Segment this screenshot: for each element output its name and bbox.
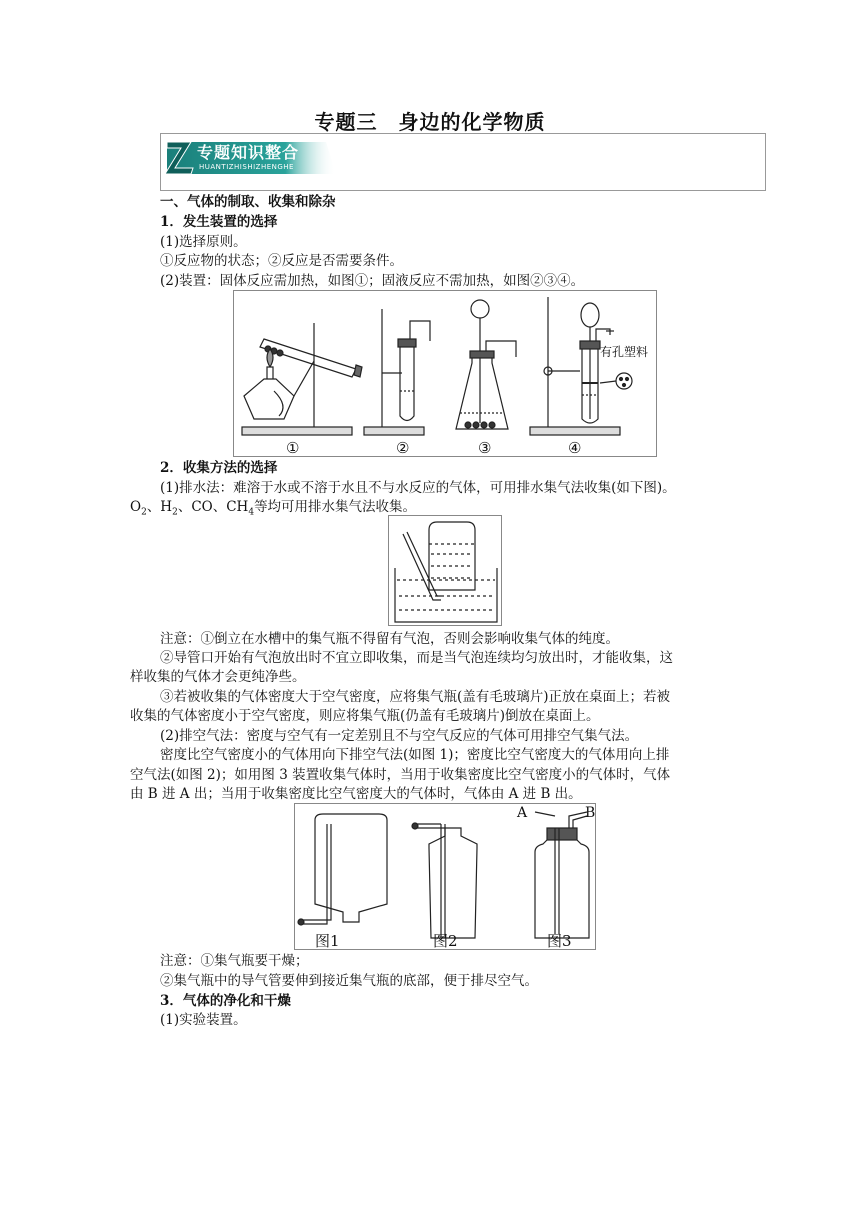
figure-label: ① xyxy=(286,439,300,457)
section-heading: 一、气体的制取、收集和除杂 xyxy=(160,194,336,210)
gas-bottles-drawing xyxy=(295,804,597,951)
paragraph: (1)实验装置。 xyxy=(160,1012,247,1028)
paragraph: 样收集的气体才会更纯净些。 xyxy=(130,669,306,685)
subsection-heading: 3．气体的净化和干燥 xyxy=(160,993,291,1009)
paragraph: (1)排水法：难溶于水或不溶于水且不与水反应的气体，可用排水集气法收集(如下图)。 xyxy=(160,480,676,496)
port-label-a: A xyxy=(517,805,528,821)
paragraph: 注意：①集气瓶要干燥； xyxy=(160,953,309,969)
banner-title: 专题知识整合 xyxy=(197,143,300,162)
figure-label: 图1 xyxy=(315,932,340,950)
paragraph: (2)装置：固体反应需加热，如图①；固液反应不需加热，如图②③④。 xyxy=(160,273,585,289)
apparatus-drawing xyxy=(234,291,658,458)
figure-label: ④ xyxy=(568,439,582,457)
paragraph: 密度比空气密度小的气体用向下排空气法(如图 1)；密度比空气密度大的气体用向上排 xyxy=(160,747,670,763)
subsection-heading: 1．发生装置的选择 xyxy=(160,214,278,230)
section-banner xyxy=(160,133,766,191)
water-trough-drawing xyxy=(389,516,503,627)
air-displacement-figure xyxy=(294,803,596,950)
figure-label: 图3 xyxy=(547,932,572,950)
port-label-b: B xyxy=(585,805,596,821)
subsection-heading: 2．收集方法的选择 xyxy=(160,460,278,476)
paragraph: $O_2$、$H_2$、CO、$CH_4$等均可用排水集气法收集。 xyxy=(130,499,417,518)
figure-label: 图2 xyxy=(433,932,458,950)
paragraph: 由 B 进 A 出；当用于收集密度比空气密度大的气体时，气体由 A 进 B 出。 xyxy=(130,786,582,802)
figure-label: ③ xyxy=(478,439,492,457)
page-title: 专题三 身边的化学物质 xyxy=(314,110,546,134)
paragraph: 收集的气体密度小于空气密度，则应将集气瓶(仍盖有毛玻璃片)倒放在桌面上。 xyxy=(130,708,600,724)
paragraph: 注意：①倒立在水槽中的集气瓶不得留有气泡，否则会影响收集气体的纯度。 xyxy=(160,631,619,647)
paragraph: ③若被收集的气体密度大于空气密度，应将集气瓶(盖有毛玻璃片)正放在桌面上；若被 xyxy=(160,689,671,705)
figure-label: ② xyxy=(396,439,410,457)
paragraph: (2)排空气法：密度与空气有一定差别且不与空气反应的气体可用排空气集气法。 xyxy=(160,728,639,744)
apparatus-figure xyxy=(233,290,657,457)
annotation-label: 有孔塑料 xyxy=(600,345,649,359)
banner-subtitle: HUANTIZHISHIZHENGHE xyxy=(199,163,294,171)
paragraph: ②导管口开始有气泡放出时不宜立即收集，而是当气泡连续均匀放出时，才能收集，这 xyxy=(160,650,673,666)
water-displacement-figure xyxy=(388,515,502,626)
paragraph: (1)选择原则。 xyxy=(160,234,247,250)
paragraph: ①反应物的状态；②反应是否需要条件。 xyxy=(160,253,403,269)
paragraph: 空气法(如图 2)；如用图 3 装置收集气体时，当用于收集密度比空气密度小的气体时，气体 xyxy=(130,767,671,783)
paragraph: ②集气瓶中的导气管要伸到接近集气瓶的底部，便于排尽空气。 xyxy=(160,973,538,989)
